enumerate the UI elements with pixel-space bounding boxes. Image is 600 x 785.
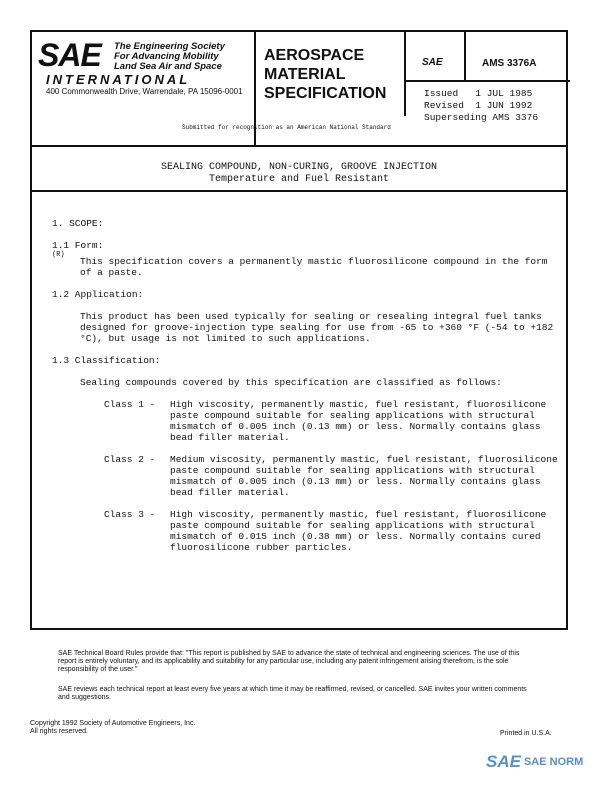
title-divider xyxy=(32,190,566,192)
doc-number: AMS 3376A xyxy=(482,58,537,69)
review-note: SAE reviews each technical report at least every five years at which time it may be reaffirmed, revised, or cancelled. SAE invites your written comments and suggestions. xyxy=(58,686,527,701)
doc-type-line-3: SPECIFICATION xyxy=(264,85,387,102)
title-line-1: SEALING COMPOUND, NON-CURING, GROOVE INJECTION xyxy=(160,162,438,173)
issued-date: Issued 1 JUL 1985 xyxy=(424,88,533,99)
classification-text: Sealing compounds covered by this specification are classified as follows: xyxy=(80,377,502,388)
address: 400 Commonwealth Drive, Warrendale, PA 15096-0001 xyxy=(46,87,243,96)
class-item xyxy=(104,509,562,553)
copyright-line-1: Copyright 1992 Society of Automotive Engineers, Inc. xyxy=(30,720,196,727)
badge-sae-logo: SAE xyxy=(486,752,521,771)
sae-norm-badge xyxy=(486,752,583,772)
superseding: Superseding AMS 3376 xyxy=(424,112,539,123)
printed-in: Printed in U.S.A. xyxy=(500,730,552,737)
class-label: Class 1 - xyxy=(104,399,156,410)
class-description: High viscosity, permanently mastic, fuel resistant, fluorosilicone paste compound suitable for sealing applications with structural mismatch of 0.005 inch (0.13 mm) or less. Normally contains glass bead filler material. xyxy=(170,399,547,443)
issue-dates xyxy=(424,88,538,124)
form-text: This specification covers a permanently mastic fluorosilicone compound in the form of a paste. xyxy=(80,256,548,278)
society-line-3: Land Sea Air and Space xyxy=(114,61,222,72)
small-sae-logo: SAE xyxy=(422,57,443,68)
international-label: INTERNATIONAL xyxy=(46,72,191,87)
class-list xyxy=(104,399,562,553)
doc-type xyxy=(264,46,386,103)
section-scope: 1. SCOPE: xyxy=(52,218,104,229)
copyright-line-2: All rights reserved. xyxy=(30,728,88,735)
title-line-2: Temperature and Fuel Resistant xyxy=(208,174,390,185)
submitted-note: Submitted for recognition as an American National Standard xyxy=(182,124,391,131)
application-text: This product has been used typically for sealing or resealing integral fuel tanks designed for groove-injection type sealing for use from -65 to +360 °F (-54 to +182 °C), but usage is not limited to such applications. xyxy=(80,311,554,344)
header-divider-3 xyxy=(464,32,466,80)
section-form: 1.1 Form: xyxy=(52,240,104,251)
document-title xyxy=(32,162,566,186)
class-label: Class 3 - xyxy=(104,509,156,520)
class-item xyxy=(104,454,562,498)
header-block xyxy=(32,32,566,147)
class-item xyxy=(104,399,562,443)
revised-date: Revised 1 JUN 1992 xyxy=(424,100,533,111)
section-application: 1.2 Application: xyxy=(52,289,144,300)
badge-text: SAE NORM xyxy=(523,756,584,768)
header-divider-2 xyxy=(404,32,406,116)
copyright xyxy=(30,720,500,736)
sae-logo: SAE xyxy=(38,37,101,73)
society-line-2: For Advancing Mobility xyxy=(114,51,219,62)
class-description: Medium viscosity, permanently mastic, fuel resistant, fluorosilicone paste compound suitable for sealing applications with structural mismatch of 0.005 inch (0.13 mm) or less. Normally contains glass bead filler material. xyxy=(170,454,558,498)
class-description: High viscosity, permanently mastic, fuel resistant, fluorosilicone paste compound suitable for sealing applications with structural mismatch of 0.015 inch (0.38 mm) or less. Normally contains cured fluorosilicone rubber particles. xyxy=(170,509,547,553)
society-line-1: The Engineering Society xyxy=(114,41,225,52)
body-text xyxy=(52,218,562,553)
technical-board-rules: SAE Technical Board Rules provide that: "This report is published by SAE to advance the state of technical and engineering sciences. The use of this report is entirely voluntary, and its applicability and suitability for any particular use, including any patent infringement arising therefrom, is the sole responsibility of the user." xyxy=(58,650,520,673)
revision-marker: (R) xyxy=(52,251,65,259)
section-classification: 1.3 Classification: xyxy=(52,355,161,366)
doc-type-line-1: AEROSPACE xyxy=(264,47,365,64)
class-label: Class 2 - xyxy=(104,454,156,465)
document-frame xyxy=(30,30,568,630)
society-tagline xyxy=(114,42,225,72)
header-hline xyxy=(404,80,570,82)
doc-type-line-2: MATERIAL xyxy=(264,66,346,83)
